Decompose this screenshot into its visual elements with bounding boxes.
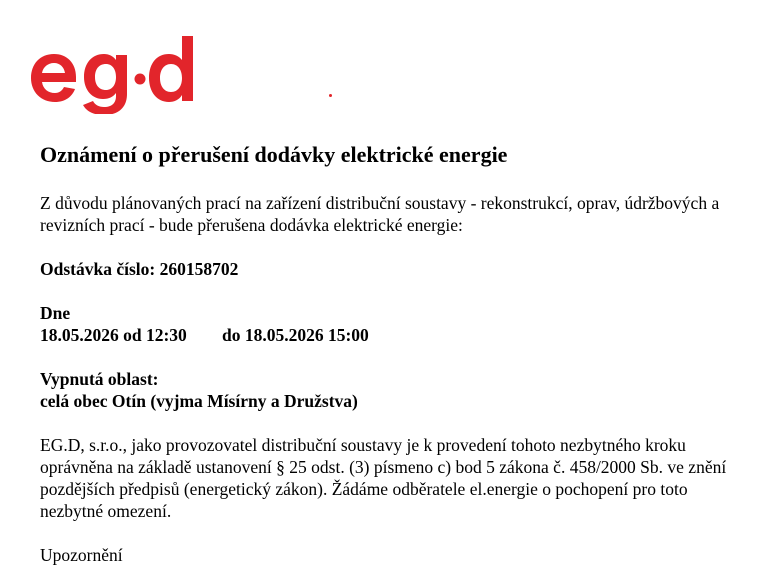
date-from: 18.05.2026 od 12:30 (40, 325, 187, 345)
outage-number: Odstávka číslo: 260158702 (40, 259, 239, 279)
date-label: Dne (40, 303, 71, 323)
area-value: celá obec Otín (vyjma Mísírny a Družstva) (40, 391, 358, 411)
date-to: do 18.05.2026 15:00 (222, 325, 369, 345)
footer-partial: Upozornění (40, 545, 123, 565)
notice-body (40, 140, 740, 566)
decorative-dot (329, 94, 332, 97)
area-label: Vypnutá oblast: (40, 369, 159, 389)
date-range (40, 324, 740, 346)
intro-text: Z důvodu plánovaných prací na zařízení distribuční soustavy - rekonstrukcí, oprav, údržbových a revizních prací - bude přerušena dodávka elektrické energie: (40, 193, 720, 235)
notice-title: Oznámení o přerušení dodávky elektrické energie (40, 142, 508, 167)
area-section (40, 368, 740, 412)
egd-logo (30, 34, 195, 114)
date-section (40, 302, 740, 346)
legal-info: EG.D, s.r.o., jako provozovatel distribuční soustavy je k provedení tohoto nezbytného kroku oprávněna na základě ustanovení § 25 odst. (3) písmeno c) bod 5 zákona č. 458/2000 Sb. ve znění pozdějších předpisů (energetický zákon). Žádáme odběratele el.energie o pochopení pro toto nezbytné omezení. (40, 435, 727, 521)
